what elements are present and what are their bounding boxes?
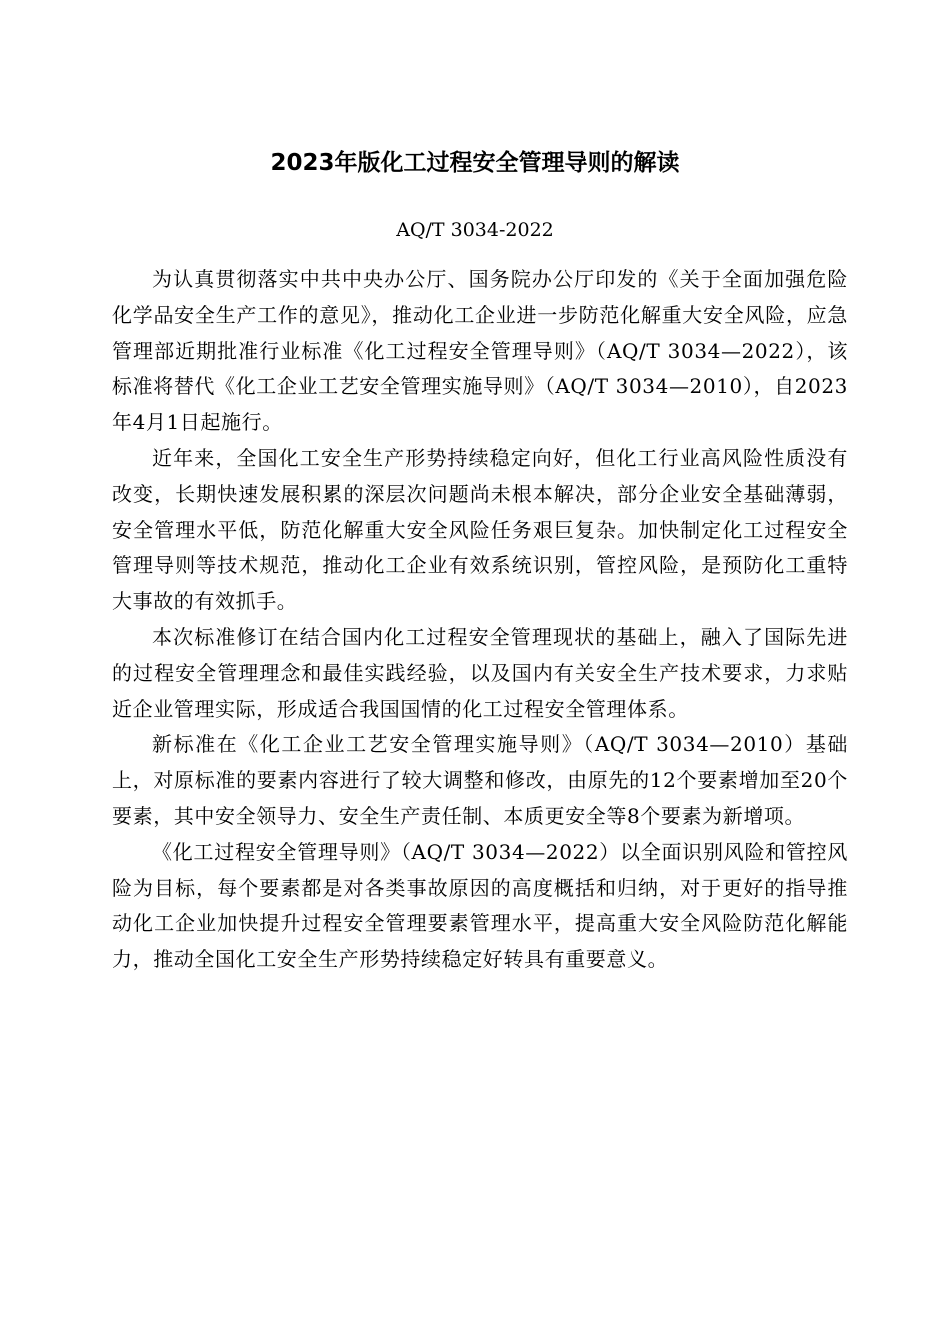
paragraph-1: 为认真贯彻落实中共中央办公厅、国务院办公厅印发的《关于全面加强危险化学品安全生产工作的意见》，推动化工企业进一步防范化解重大安全风险，应急管理部近期批准行业标准《化工过程安全管理导则》（AQ/T 3034—2022），该标准将替代《化工企业工艺安全管理实施导则》（AQ/T 3034—2010），自2023年4月1日起施行。 (112, 267, 848, 435)
document-body (112, 262, 848, 978)
paragraph-2: 近年来，全国化工安全生产形势持续稳定向好，但化工行业高风险性质没有改变，长期快速发展积累的深层次问题尚未根本解决，部分企业安全基础薄弱，安全管理水平低，防范化解重大安全风险任务艰巨复杂。加快制定化工过程安全管理导则等技术规范，推动化工企业有效系统识别，管控风险，是预防化工重特大事故的有效抓手。 (112, 445, 848, 614)
paragraph-4: 新标准在《化工企业工艺安全管理实施导则》（AQ/T 3034—2010）基础上，对原标准的要素内容进行了较大调整和修改，由原先的12个要素增加至20个要素，其中安全领导力、安全生产责任制、本质更安全等8个要素为新增项。 (112, 732, 848, 828)
standard-code: AQ/T 3034-2022 (396, 219, 554, 241)
paragraph-5: 《化工过程安全管理导则》（AQ/T 3034—2022）以全面识别风险和管控风险为目标，每个要素都是对各类事故原因的高度概括和归纳，对于更好的指导推动化工企业加快提升过程安全管理要素管理水平，提高重大安全风险防范化解能力，推动全国化工安全生产形势持续稳定好转具有重要意义。 (112, 839, 848, 972)
paragraph-3: 本次标准修订在结合国内化工过程安全管理现状的基础上，融入了国际先进的过程安全管理理念和最佳实践经验，以及国内有关安全生产技术要求，力求贴近企业管理实际，形成适合我国国情的化工过程安全管理体系。 (112, 624, 848, 721)
document-title: 2023年版化工过程安全管理导则的解读 (270, 150, 680, 176)
